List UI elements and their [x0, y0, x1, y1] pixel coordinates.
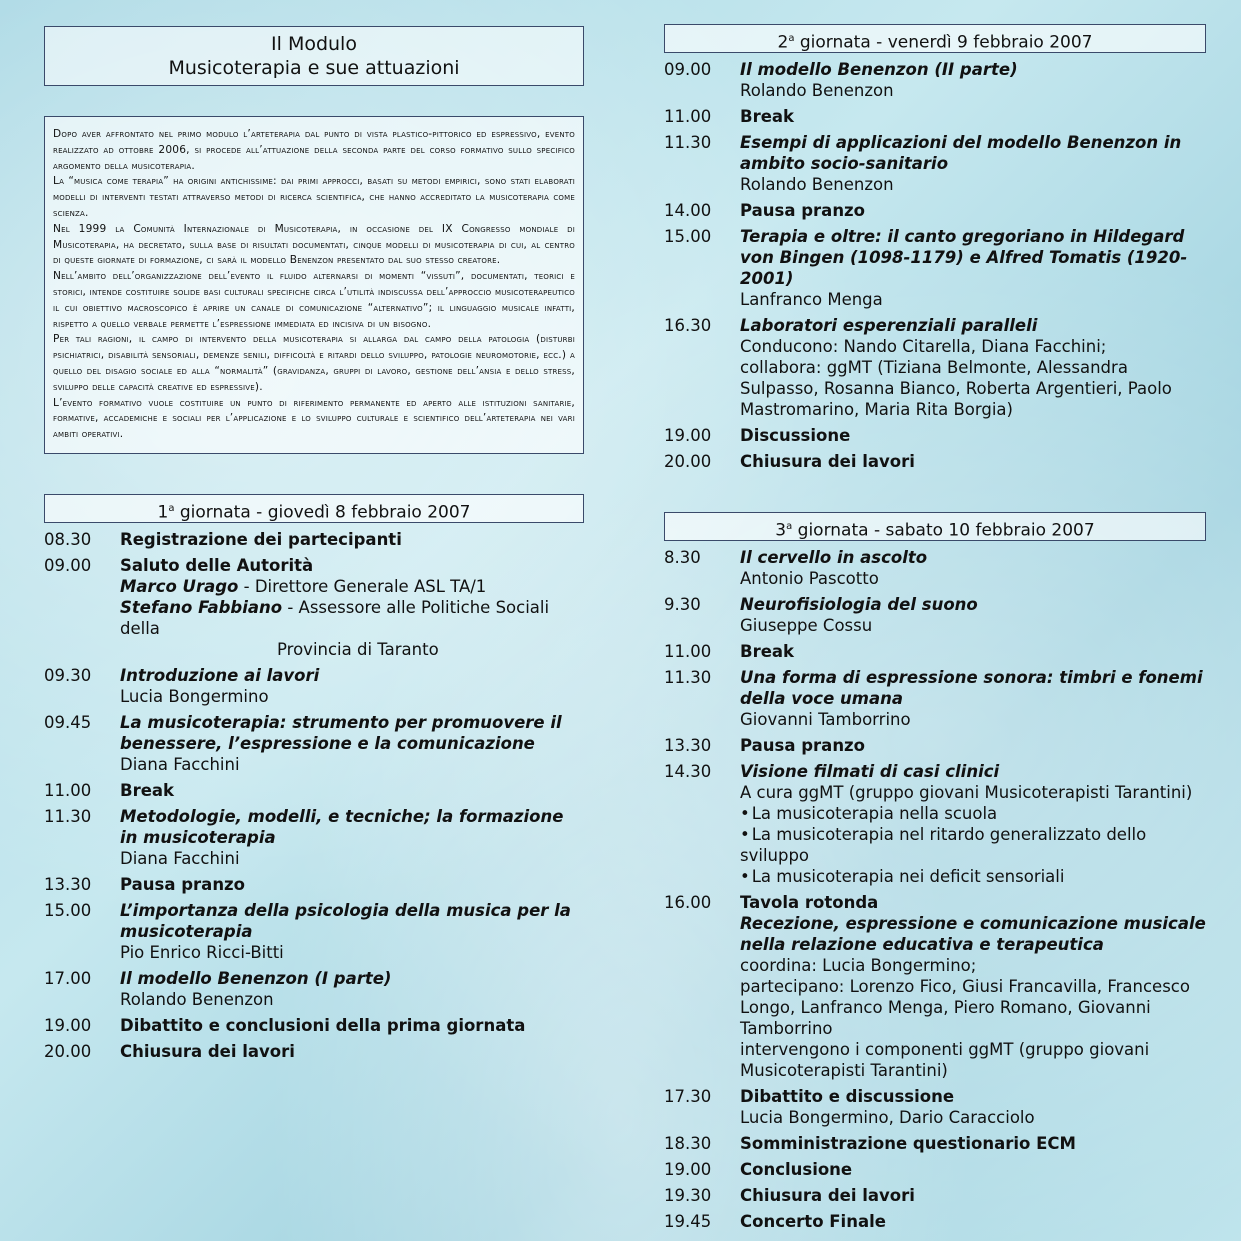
item-speaker: Lucia Bongermino, Dario Caracciolo	[740, 1108, 1035, 1127]
item-title: Una forma di espressione sonora: timbri e fonemi della voce umana	[740, 668, 1203, 708]
schedule-item	[44, 529, 584, 550]
item-time: 14.00	[664, 201, 712, 220]
schedule-item	[44, 780, 584, 801]
left-column	[44, 26, 584, 1067]
item-time: 11.30	[44, 806, 92, 826]
item-time: 19.00	[44, 1015, 92, 1035]
day1-header: 1$^a$ giornata - giovedì 8 febbraio 2007	[44, 494, 584, 523]
intro-paragraph: Dopo aver affrontato nel primo modulo l’arteterapia dal punto di vista plastico-pittorico ed espressivo, evento realizzato ad ottobre 2006, si procede all’attuazione della seconda parte del corso formativo sullo specifico argomento della musicoterapia.	[53, 128, 575, 172]
speaker-role: Provincia di Taranto	[277, 639, 439, 659]
schedule-item	[664, 761, 1206, 887]
item-time: 11.00	[44, 780, 92, 800]
schedule-item	[664, 1185, 1206, 1206]
item-title: Tavola rotonda	[740, 893, 879, 912]
module-title: Musicoterapia e sue attuazioni	[168, 57, 460, 79]
item-time: 20.00	[664, 452, 712, 471]
day1-section	[44, 494, 584, 1062]
item-time: 8.30	[664, 548, 701, 567]
item-time: 14.30	[664, 762, 712, 781]
schedule-item	[44, 1041, 584, 1062]
intro-paragraph: Nell’ambito dell’organizzazione dell’evento il fluido alternarsi di momenti “vissuti”, documentati, teorici e storici, intende costituire solide basi culturali specifiche circa l’utilità indiscussa dell’approccio musicoterapeutico il cui obiettivo macroscopico è aprire un canale di comunicazione “alternativo”; il linguaggio musicale infatti, rispetto a quello verbale permette l’espressione immediata ed incisiva di un bisogno.	[53, 270, 575, 330]
intro-paragraph: Nel 1999 la Comunità Internazionale di Musicoterapia, in occasione del IX Congresso mondiale di Musicoterapia, ha decretato, sulla base di risultati documentati, cinque modelli di musicoterapia di cui, al centro di queste giornate di formazione, ci sarà il modello Benenzon presentato dal suo stesso creatore.	[53, 222, 575, 267]
item-time: 09.00	[44, 555, 92, 575]
item-title: Dibattito e conclusioni della prima giornata	[120, 1015, 526, 1035]
item-title: Discussione	[740, 426, 851, 445]
item-title: Concerto Finale	[740, 1212, 886, 1231]
bullet-item: • La musicoterapia nella scuola	[740, 803, 1206, 824]
module-title-box	[44, 26, 584, 86]
item-title: L’importanza della psicologia della musica per la musicoterapia	[120, 900, 571, 941]
schedule-item	[664, 451, 1206, 472]
day3-schedule	[664, 547, 1206, 1232]
schedule-item	[664, 226, 1206, 310]
item-title: Conclusione	[740, 1160, 853, 1179]
module-label: Il Modulo	[271, 33, 357, 55]
item-title: Dibattito e discussione	[740, 1087, 955, 1106]
schedule-item	[44, 665, 584, 707]
bullet-item: • La musicoterapia nel ritardo generalizzato dello sviluppo	[740, 824, 1206, 866]
day2-schedule	[664, 59, 1206, 472]
item-title: Saluto delle Autorità	[120, 555, 314, 575]
item-time: 20.00	[44, 1041, 92, 1061]
item-title: Terapia e oltre: il canto gregoriano in Hildegard von Bingen (1098-1179) e Alfred Tomatis (1920-2001)	[740, 227, 1188, 288]
item-title: Pausa pranzo	[120, 874, 245, 894]
day3-section	[664, 512, 1206, 1232]
item-time: 13.30	[664, 736, 712, 755]
item-subtitle: Recezione, espressione e comunicazione musicale nella relazione educativa e terapeutica	[740, 914, 1206, 954]
item-detail: Conducono: Nando Citarella, Diana Facchini;	[740, 337, 1107, 356]
item-time: 11.30	[664, 668, 712, 687]
item-title: La musicoterapia: strumento per promuovere il benessere, l’espressione e la comunicazione	[120, 712, 562, 753]
item-title: Pausa pranzo	[740, 736, 865, 755]
item-speaker: Diana Facchini	[120, 848, 240, 868]
schedule-item	[664, 735, 1206, 756]
item-time: 9.30	[664, 595, 701, 614]
schedule-item	[44, 712, 584, 775]
item-time: 19.45	[664, 1212, 712, 1231]
day2-header: 2$^a$ giornata - venerdì 9 febbraio 2007	[664, 24, 1206, 53]
item-speaker: Pio Enrico Ricci-Bitti	[120, 942, 284, 962]
bullet-item: • La musicoterapia nei deficit sensoriali	[740, 866, 1206, 887]
day3-header: 3$^a$ giornata - sabato 10 febbraio 2007	[664, 512, 1206, 541]
item-title: Break	[740, 642, 795, 661]
item-speaker: Giovanni Tamborrino	[740, 710, 911, 729]
schedule-item	[664, 425, 1206, 446]
item-title: Chiusura dei lavori	[740, 452, 915, 471]
item-speaker: Diana Facchini	[120, 754, 240, 774]
item-time: 17.00	[44, 968, 92, 988]
item-time: 16.30	[664, 316, 712, 335]
speaker-name: Marco Urago	[120, 576, 239, 596]
item-time: 17.30	[664, 1087, 712, 1106]
item-time: 08.30	[44, 529, 92, 549]
item-time: 09.00	[664, 60, 712, 79]
schedule-item	[664, 547, 1206, 589]
schedule-item	[664, 106, 1206, 127]
schedule-item	[44, 1015, 584, 1036]
intro-paragraph: La “musica come terapia” ha origini antichissime: dai primi approcci, basati su metodi empirici, sono stati elaborati modelli di interventi testati attraverso metodi di ricerca scientifica, che hanno accreditato la musicoterapia come scienza.	[53, 175, 575, 219]
item-speaker: Rolando Benenzon	[740, 81, 894, 100]
item-time: 19.00	[664, 1160, 712, 1179]
schedule-item	[664, 594, 1206, 636]
intro-paragraph: Per tali ragioni, il campo di intervento della musicoterapia si allarga dal campo della patologia (disturbi psichiatrici, disabilità sensoriali, demenze senili, difficoltà e ritardi dello sviluppo, patologie neuromotorie, ecc.) a quello del disagio sociale ed alla “normalità” (gravidanza, gruppi di lavoro, gestione dell’ansia e dello stress, sviluppo delle capacità creative ed espressive).	[53, 333, 575, 393]
item-time: 15.00	[44, 900, 92, 920]
item-speaker: Lucia Bongermino	[120, 686, 269, 706]
item-time: 09.45	[44, 712, 92, 732]
schedule-item	[664, 59, 1206, 101]
item-detail: intervengono i componenti ggMT (gruppo giovani Musicoterapisti Tarantini)	[740, 1040, 1150, 1080]
item-title: Registrazione dei partecipanti	[120, 529, 402, 549]
intro-paragraph: L’evento formativo vuole costituire un punto di riferimento permanente ed aperto alle istituzioni sanitarie, formative, accademiche e sociali per l’applicazione e lo sviluppo culturale e scientifico dell’arteterapia nei vari ambiti operativi.	[53, 396, 575, 441]
item-time: 18.30	[664, 1134, 712, 1153]
schedule-item	[664, 200, 1206, 221]
item-time: 09.30	[44, 665, 92, 685]
schedule-item	[664, 1133, 1206, 1154]
item-title: Break	[120, 780, 175, 800]
item-detail: coordina: Lucia Bongermino;	[740, 956, 977, 975]
schedule-item	[44, 874, 584, 895]
schedule-item	[664, 1159, 1206, 1180]
item-speaker: Rolando Benenzon	[740, 175, 894, 194]
item-time: 19.00	[664, 426, 712, 445]
schedule-item	[44, 900, 584, 963]
item-detail: collabora: ggMT (Tiziana Belmonte, Alessandra Sulpasso, Rosanna Bianco, Roberta Argentieri, Paolo Mastromarino, Maria Rita Borgia)	[740, 358, 1172, 419]
item-detail: A cura ggMT (gruppo giovani Musicoterapisti Tarantini)	[740, 783, 1193, 802]
item-speaker: Antonio Pascotto	[740, 569, 879, 588]
item-title: Laboratori esperenziali paralleli	[740, 316, 1038, 335]
item-title: Neurofisiologia del suono	[740, 595, 978, 614]
schedule-item	[664, 1086, 1206, 1128]
schedule-item	[664, 641, 1206, 662]
item-title: Visione filmati di casi clinici	[740, 762, 1000, 781]
item-time: 16.00	[664, 893, 712, 912]
schedule-item	[664, 315, 1206, 420]
item-title: Break	[740, 107, 795, 126]
item-title: Il modello Benenzon (I parte)	[120, 968, 392, 988]
speaker-role: - Assessore alle Politiche Sociali della	[120, 597, 550, 638]
item-speaker: Lanfranco Menga	[740, 290, 883, 309]
schedule-item	[664, 892, 1206, 1081]
schedule-item	[664, 667, 1206, 730]
schedule-item	[664, 132, 1206, 195]
schedule-item	[44, 555, 584, 660]
item-title: Il modello Benenzon (II parte)	[740, 60, 1018, 79]
day1-schedule	[44, 529, 584, 1062]
item-time: 11.00	[664, 107, 712, 126]
item-title: Il cervello in ascolto	[740, 548, 928, 567]
item-title: Chiusura dei lavori	[120, 1041, 295, 1061]
right-column	[664, 24, 1206, 1237]
item-time: 11.00	[664, 642, 712, 661]
intro-box	[44, 116, 584, 454]
item-title: Pausa pranzo	[740, 201, 865, 220]
schedule-item	[44, 806, 584, 869]
schedule-item	[664, 1211, 1206, 1232]
item-time: 19.30	[664, 1186, 712, 1205]
item-time: 13.30	[44, 874, 92, 894]
item-time: 11.30	[664, 133, 712, 152]
item-detail: partecipano: Lorenzo Fico, Giusi Francavilla, Francesco Longo, Lanfranco Menga, Piero Romano, Giovanni Tamborrino	[740, 977, 1190, 1038]
speaker-role: - Direttore Generale ASL TA/1	[238, 576, 487, 596]
item-title: Introduzione ai lavori	[120, 665, 320, 685]
item-title: Esempi di applicazioni del modello Benenzon in ambito socio-sanitario	[740, 133, 1182, 173]
item-title: Metodologie, modelli, e tecniche; la formazione in musicoterapia	[120, 806, 564, 847]
item-speaker: Giuseppe Cossu	[740, 616, 873, 635]
item-speaker: Rolando Benenzon	[120, 989, 274, 1009]
item-title: Chiusura dei lavori	[740, 1186, 915, 1205]
speaker-name: Stefano Fabbiano	[120, 597, 283, 617]
day2-section	[664, 24, 1206, 472]
item-time: 15.00	[664, 227, 712, 246]
item-title: Somministrazione questionario ECM	[740, 1134, 1076, 1153]
schedule-item	[44, 968, 584, 1010]
